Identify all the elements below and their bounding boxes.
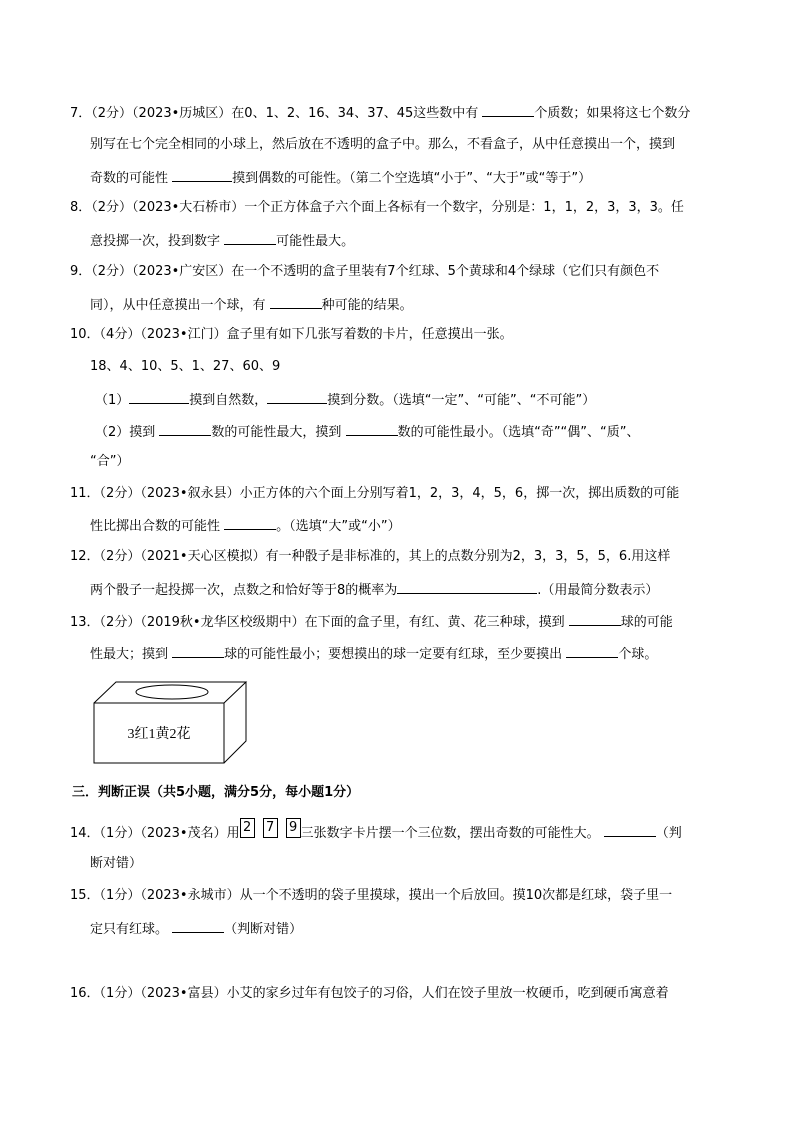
q11-line2: 性比掷出合数的可能性 。（选填“大”或“小”） [90,515,401,537]
number-card: 7 [263,818,278,838]
q15-line1: 15．（1分）（2023•永城市）从一个不透明的袋子里摸球，摸出一个后放回。摸10次都是红球，袋子里一 [70,888,673,903]
q13-line1: 13．（2分）（2019秋•龙华区校级期中）在下面的盒子里，有红、黄、花三种球，摸到 球的可能 [70,611,673,633]
q10-numbers: 18、4、10、5、1、27、60、9 [90,359,281,374]
answer-blank[interactable] [172,643,224,658]
box-opening [136,685,208,699]
q11-line1: 11．（2分）（2023•叙永县）小正方体的六个面上分别写着1，2，3，4，5，6，掷一次，掷出质数的可能 [70,486,680,501]
q10-part1: （1） 摸到自然数， 摸到分数。（选填“一定”、“可能”、“不可能”） [95,389,595,411]
answer-blank[interactable] [172,167,232,182]
q9-line1: 9．（2分）（2023•广安区）在一个不透明的盒子里装有7个红球、5个黄球和4个绿球（它们只有颜色不 [70,264,660,279]
answer-blank[interactable] [270,294,322,309]
q8-line1: 8．（2分）（2023•大石桥市）一个正方体盒子六个面上各标有一个数字，分别是：1，1，2，3，3，3。任 [70,200,684,215]
q14-line1: 14．（1分）（2023•茂名）用 2 7 9 三张数字卡片摆一个三位数，摆出奇数的可能性大。 （判 [70,819,682,841]
section-heading: 三．判断正误（共5小题，满分5分，每小题1分） [72,785,360,800]
q9-line2: 同），从中任意摸出一个球，有 种可能的结果。 [90,294,413,316]
answer-blank[interactable] [482,102,534,117]
number-card: 9 [286,818,301,838]
answer-blank[interactable] [172,918,224,933]
q10-part2: （2）摸到 数的可能性最大，摸到 数的可能性最小。（选填“奇”“偶”、“质”、 [95,421,640,443]
q7-line2: 别写在七个完全相同的小球上，然后放在不透明的盒子中。那么，不看盒子，从中任意摸出一个，摸到 [90,137,676,152]
q14-line2: 断对错） [90,856,143,871]
q10-part2-cont: “合”） [90,454,130,469]
answer-blank[interactable] [224,515,276,530]
box-drawing [88,681,253,766]
ball-box-figure [88,681,253,770]
box-side-face [224,682,246,763]
q15-line2: 定只有红球。 （判断对错） [90,918,302,940]
q8-line2: 意投掷一次，投到数字 可能性最大。 [90,230,354,252]
q16-line1: 16．（1分）（2023•富县）小艾的家乡过年有包饺子的习俗，人们在饺子里放一枚硬币，吃到硬币寓意着 [70,986,669,1001]
answer-blank[interactable] [159,421,211,436]
q10-line1: 10．（4分）（2023•江门）盒子里有如下几张写着数的卡片，任意摸出一张。 [70,327,513,342]
answer-blank[interactable] [566,643,618,658]
q12-line1: 12．（2分）（2021•天心区模拟）有一种骰子是非标准的，其上的点数分别为2，3，3，5，5，6.用这样 [70,549,671,564]
q7-line1: 7．（2分）（2023•历城区）在0、1、2、16、34、37、45这些数中有 个质数；如果将这七个数分 [70,102,690,124]
q12-line2: 两个骰子一起投掷一次，点数之和恰好等于8的概率为 .（用最简分数表示） [90,579,658,601]
box-label: 3红1黄2花 [127,727,191,742]
answer-blank[interactable] [604,822,656,837]
number-card: 2 [240,818,255,838]
answer-blank[interactable] [346,421,398,436]
answer-blank[interactable] [569,611,621,626]
q7-line3: 奇数的可能性 摸到偶数的可能性。（第二个空选填“小于”、“大于”或“等于”） [90,167,591,189]
answer-blank[interactable] [267,389,327,404]
answer-blank[interactable] [397,579,537,594]
q13-line2: 性最大；摸到 球的可能性最小；要想摸出的球一定要有红球，至少要摸出 个球。 [90,643,657,665]
answer-blank[interactable] [129,389,189,404]
answer-blank[interactable] [224,230,276,245]
number-cards [240,819,301,841]
